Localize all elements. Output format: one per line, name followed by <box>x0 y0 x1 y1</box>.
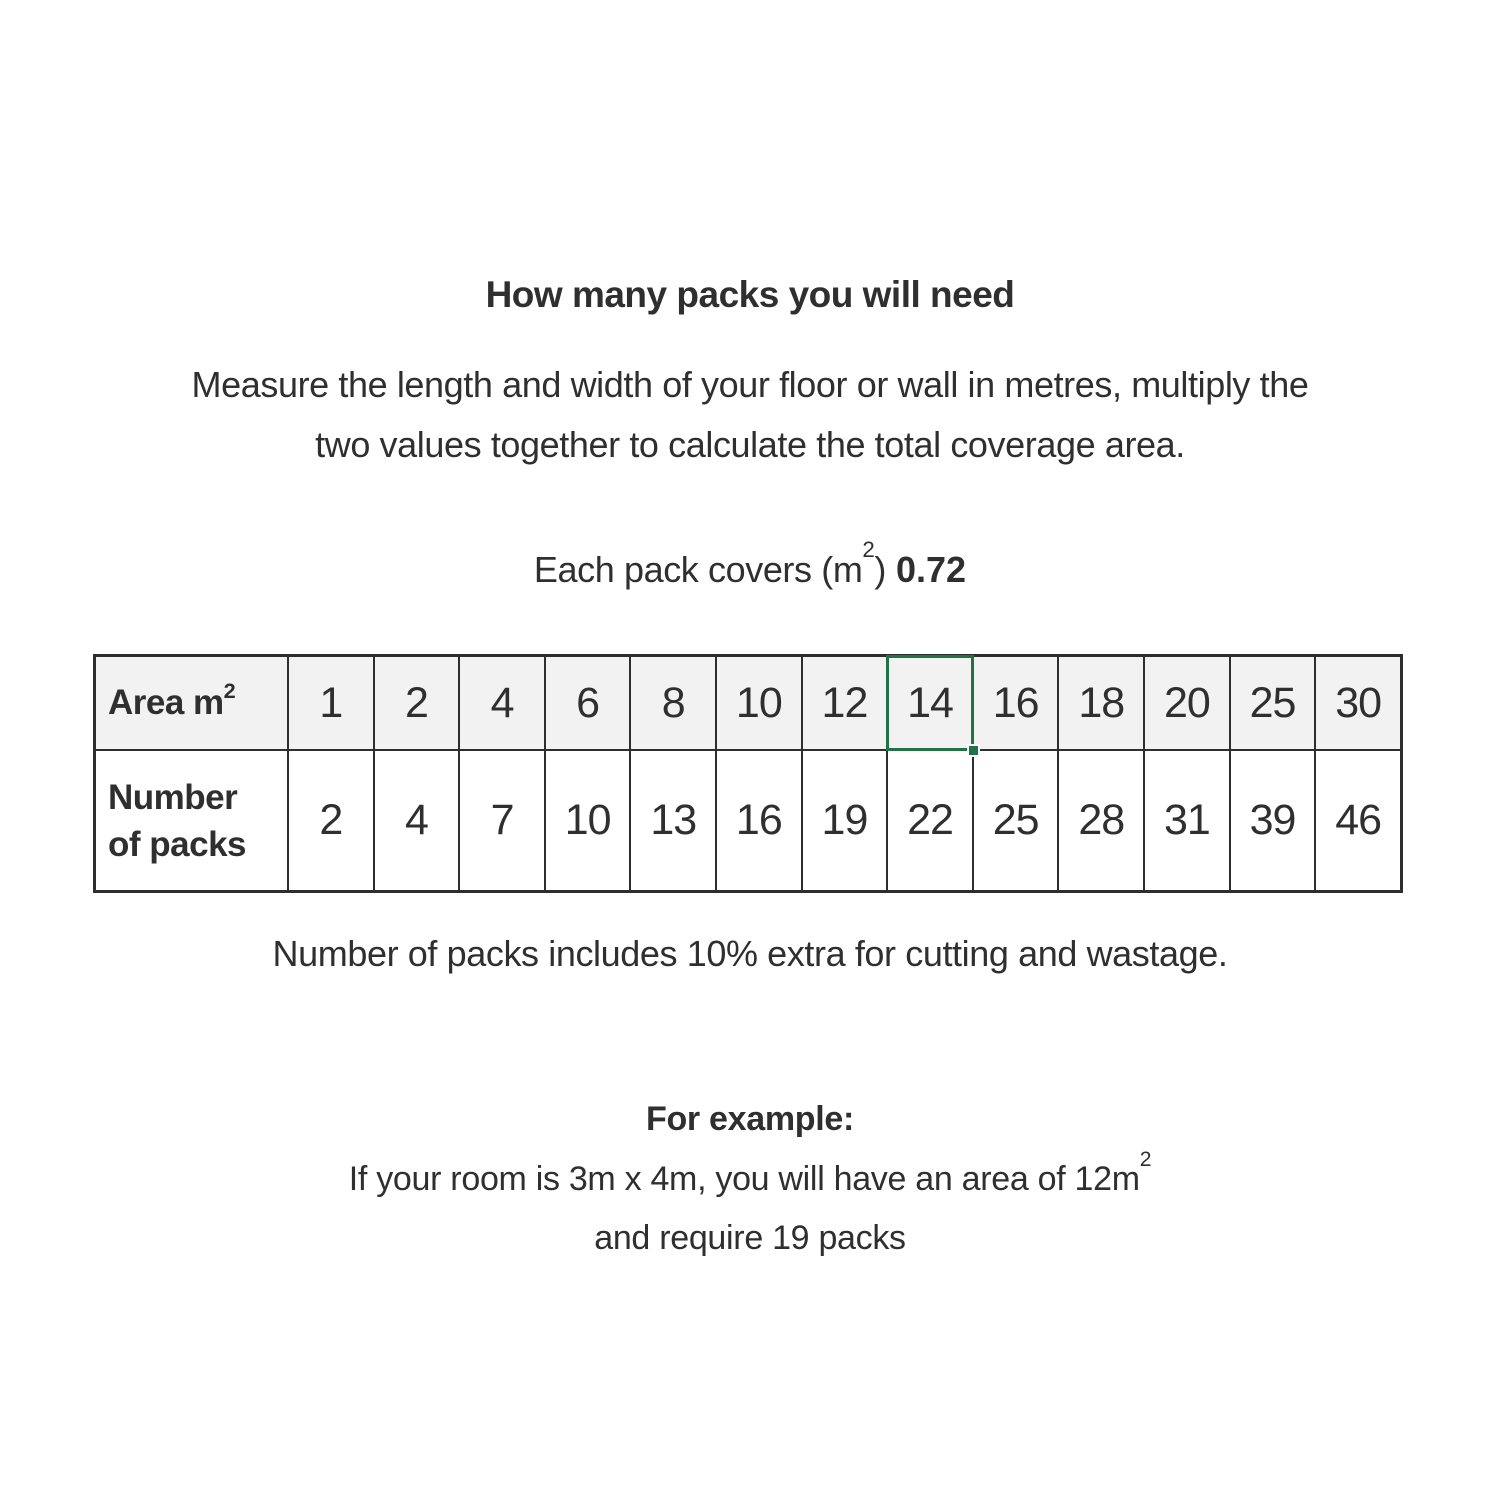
example-line-2: and require 19 packs <box>594 1219 906 1257</box>
pack-coverage-label: Each pack covers (m <box>533 549 863 590</box>
page-title: How many packs you will need <box>485 274 1015 315</box>
coverage-superscript: 2 <box>862 536 875 562</box>
packs-value-cell[interactable]: 22 <box>886 751 972 890</box>
packs-value-cell[interactable]: 46 <box>1314 751 1400 890</box>
packs-table <box>93 654 1403 893</box>
area-value-cell[interactable]: 4 <box>458 657 544 749</box>
intro-paragraph <box>0 355 1500 475</box>
packs-value-cell[interactable]: 7 <box>458 751 544 890</box>
packs-value-cell[interactable]: 25 <box>972 751 1058 890</box>
area-value-cell-selected[interactable]: 14 <box>886 657 972 749</box>
area-value-cell[interactable]: 30 <box>1314 657 1400 749</box>
packs-header-cell <box>96 751 287 890</box>
area-value-cell[interactable]: 18 <box>1057 657 1143 749</box>
area-value-cell[interactable]: 25 <box>1229 657 1315 749</box>
example-line-1: If your room is 3m x 4m, you will have an area of $12m^2$ <box>348 1148 1152 1198</box>
packs-value-cell[interactable]: 28 <box>1057 751 1143 890</box>
area-value-cell[interactable]: 6 <box>544 657 630 749</box>
packs-value-cell[interactable]: 10 <box>544 751 630 890</box>
selected-cell-border <box>886 655 974 751</box>
packs-value-cell[interactable]: 2 <box>287 751 373 890</box>
pack-coverage-label-suffix: ) <box>874 549 887 590</box>
packs-value-cell[interactable]: 16 <box>715 751 801 890</box>
intro-line-1: Measure the length and width of your floor or wall in metres, multiply the <box>191 364 1309 405</box>
area-value-cell[interactable]: 12 <box>801 657 887 749</box>
area-value-cell[interactable]: 8 <box>629 657 715 749</box>
packs-row <box>96 749 1400 890</box>
packs-header-label: Number of packs <box>108 777 246 864</box>
packs-value-cell[interactable]: 19 <box>801 751 887 890</box>
intro-line-2: two values together to calculate the total coverage area. <box>315 424 1185 465</box>
example-superscript: 2 <box>1139 1148 1152 1172</box>
area-value-cell[interactable]: 16 <box>972 657 1058 749</box>
wastage-note: Number of packs includes 10% extra for cutting and wastage. <box>272 933 1228 974</box>
packs-value-cell[interactable]: 4 <box>373 751 459 890</box>
packs-value-cell[interactable]: 31 <box>1143 751 1229 890</box>
area-header-label: Area m <box>108 683 224 722</box>
area-value-cell[interactable]: 20 <box>1143 657 1229 749</box>
area-value-cell[interactable]: 10 <box>715 657 801 749</box>
packs-value-cell[interactable]: 13 <box>629 751 715 890</box>
area-value-cell[interactable]: 1 <box>287 657 373 749</box>
area-value-cell[interactable]: 2 <box>373 657 459 749</box>
area-row <box>96 657 1400 749</box>
area-header-cell: Area m $^2$ <box>108 678 236 722</box>
pack-coverage-value: 0.72 <box>896 549 967 590</box>
packs-value-cell[interactable]: 39 <box>1229 751 1315 890</box>
pack-coverage-line <box>0 536 1500 591</box>
example-heading: For example: <box>645 1100 855 1138</box>
